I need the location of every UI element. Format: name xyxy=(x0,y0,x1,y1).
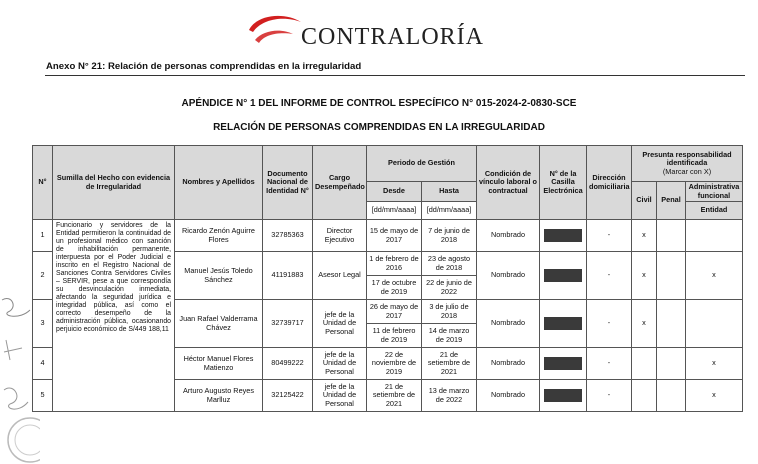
header-to-format: [dd/mm/aaaa] xyxy=(422,202,477,220)
responsibility-label: Presunta responsabilidad identificada xyxy=(642,150,732,168)
brand-swoosh-icon xyxy=(245,10,305,50)
header-mailbox: N° de la Casilla Electrónica xyxy=(540,146,587,220)
header-entity: Entidad xyxy=(686,202,743,220)
persons-table xyxy=(32,145,743,412)
period-to: 7 de junio de 2018 xyxy=(422,220,477,252)
mark-admin: x xyxy=(686,348,743,380)
person-dni: 32739717 xyxy=(263,300,313,348)
mark-penal xyxy=(657,220,686,252)
person-name: Héctor Manuel Flores Matienzo xyxy=(175,348,263,380)
header-n: N° xyxy=(33,146,53,220)
header-administrative: Administrativa funcional xyxy=(686,182,743,202)
redacted-mailbox xyxy=(544,229,582,242)
row-number: 2 xyxy=(33,252,53,300)
mark-admin: x xyxy=(686,252,743,300)
row-number: 4 xyxy=(33,348,53,380)
person-position: jefe de la Unidad de Personal xyxy=(313,300,367,348)
period-to-2: 22 de junio de 2022 xyxy=(422,276,477,300)
person-dni: 41191883 xyxy=(263,252,313,300)
header-period: Periodo de Gestión xyxy=(367,146,477,182)
mark-civil: x xyxy=(632,220,657,252)
mark-penal xyxy=(657,380,686,412)
mailbox-cell xyxy=(540,380,587,412)
header-names: Nombres y Apellidos xyxy=(175,146,263,220)
mark-admin xyxy=(686,300,743,348)
header-from: Desde xyxy=(367,182,422,202)
person-address: - xyxy=(587,252,632,300)
redacted-mailbox xyxy=(544,269,582,282)
header-responsibility xyxy=(632,146,743,182)
mark-penal xyxy=(657,252,686,300)
header-divider xyxy=(45,75,745,76)
mailbox-cell xyxy=(540,300,587,348)
mailbox-cell xyxy=(540,348,587,380)
header-document: Documento Nacional de Identidad N° xyxy=(263,146,313,220)
responsibility-note: (Marcar con X) xyxy=(662,166,712,176)
person-position: Director Ejecutivo xyxy=(313,220,367,252)
row-number: 1 xyxy=(33,220,53,252)
appendix-title: APÉNDICE N° 1 DEL INFORME DE CONTROL ESPECÍFICO N° 015-2024-2-0830-SCE xyxy=(181,98,577,109)
contraloria-logo xyxy=(245,10,484,50)
person-condition: Nombrado xyxy=(477,252,540,300)
summary-cell: Funcionario y servidores de la Entidad permitieron la continuidad de un profesional médico con sanción de inhabilitación permanente, interpuesta por el Poder Judicial e inscrito en el Registro Nacional de Sanciones Contra Servidores Civiles – SERVIR, pese a que correspondía su desvinculación inmediata, afectando la seguridad jurídica e integridad pública, así como el correcto desempeño de la administración pública, ocasionando perjuicio económico de S/449 188,11 xyxy=(53,220,175,412)
person-name: Juan Rafael Valderrama Chávez xyxy=(175,300,263,348)
period-from: 21 de setiembre de 2021 xyxy=(367,380,422,412)
mailbox-cell xyxy=(540,252,587,300)
header-address: Dirección domiciliaria xyxy=(587,146,632,220)
relation-title: RELACIÓN DE PERSONAS COMPRENDIDAS EN LA IRREGULARIDAD xyxy=(213,122,545,133)
mailbox-cell xyxy=(540,220,587,252)
period-from: 22 de noviembre de 2019 xyxy=(367,348,422,380)
brand-name: CONTRALORÍA xyxy=(301,24,484,50)
mark-penal xyxy=(657,348,686,380)
period-from: 1 de febrero de 2016 xyxy=(367,252,422,276)
period-to: 23 de agosto de 2018 xyxy=(422,252,477,276)
period-from-2: 17 de octubre de 2019 xyxy=(367,276,422,300)
person-address: - xyxy=(587,220,632,252)
person-address: - xyxy=(587,300,632,348)
person-position: jefe de la Unidad de Personal xyxy=(313,348,367,380)
person-name: Ricardo Zenón Aguirre Flores xyxy=(175,220,263,252)
mark-admin: x xyxy=(686,380,743,412)
header-condition: Condición de vínculo laboral o contractual xyxy=(477,146,540,220)
header-penal: Penal xyxy=(657,182,686,220)
mark-civil: x xyxy=(632,300,657,348)
period-from: 15 de mayo de 2017 xyxy=(367,220,422,252)
header-position: Cargo Desempeñado xyxy=(313,146,367,220)
period-from: 26 de mayo de 2017 xyxy=(367,300,422,324)
person-condition: Nombrado xyxy=(477,348,540,380)
person-condition: Nombrado xyxy=(477,380,540,412)
person-address: - xyxy=(587,348,632,380)
person-position: Asesor Legal xyxy=(313,252,367,300)
header-from-format: [dd/mm/aaaa] xyxy=(367,202,422,220)
period-to-2: 14 de marzo de 2019 xyxy=(422,324,477,348)
margin-signatures-icon xyxy=(0,290,40,464)
mark-civil xyxy=(632,380,657,412)
header-to: Hasta xyxy=(422,182,477,202)
redacted-mailbox xyxy=(544,357,582,370)
table-row xyxy=(33,220,743,252)
mark-civil: x xyxy=(632,252,657,300)
redacted-mailbox xyxy=(544,317,582,330)
row-number: 5 xyxy=(33,380,53,412)
period-to: 3 de julio de 2018 xyxy=(422,300,477,324)
mark-civil xyxy=(632,348,657,380)
header-summary: Sumilla del Hecho con evidencia de Irregularidad xyxy=(53,146,175,220)
person-address: - xyxy=(587,380,632,412)
person-name: Manuel Jesús Toledo Sánchez xyxy=(175,252,263,300)
annex-title: Anexo N° 21: Relación de personas comprendidas en la irregularidad xyxy=(46,61,362,72)
period-to: 21 de setiembre de 2021 xyxy=(422,348,477,380)
person-condition: Nombrado xyxy=(477,220,540,252)
person-position: jefe de la Unidad de Personal xyxy=(313,380,367,412)
person-condition: Nombrado xyxy=(477,300,540,348)
period-from-2: 11 de febrero de 2019 xyxy=(367,324,422,348)
header-civil: Civil xyxy=(632,182,657,220)
redacted-mailbox xyxy=(544,389,582,402)
period-to: 13 de marzo de 2022 xyxy=(422,380,477,412)
person-dni: 80499222 xyxy=(263,348,313,380)
person-dni: 32785363 xyxy=(263,220,313,252)
person-name: Arturo Augusto Reyes Marlluz xyxy=(175,380,263,412)
mark-penal xyxy=(657,300,686,348)
person-dni: 32125422 xyxy=(263,380,313,412)
mark-admin xyxy=(686,220,743,252)
row-number: 3 xyxy=(33,300,53,348)
